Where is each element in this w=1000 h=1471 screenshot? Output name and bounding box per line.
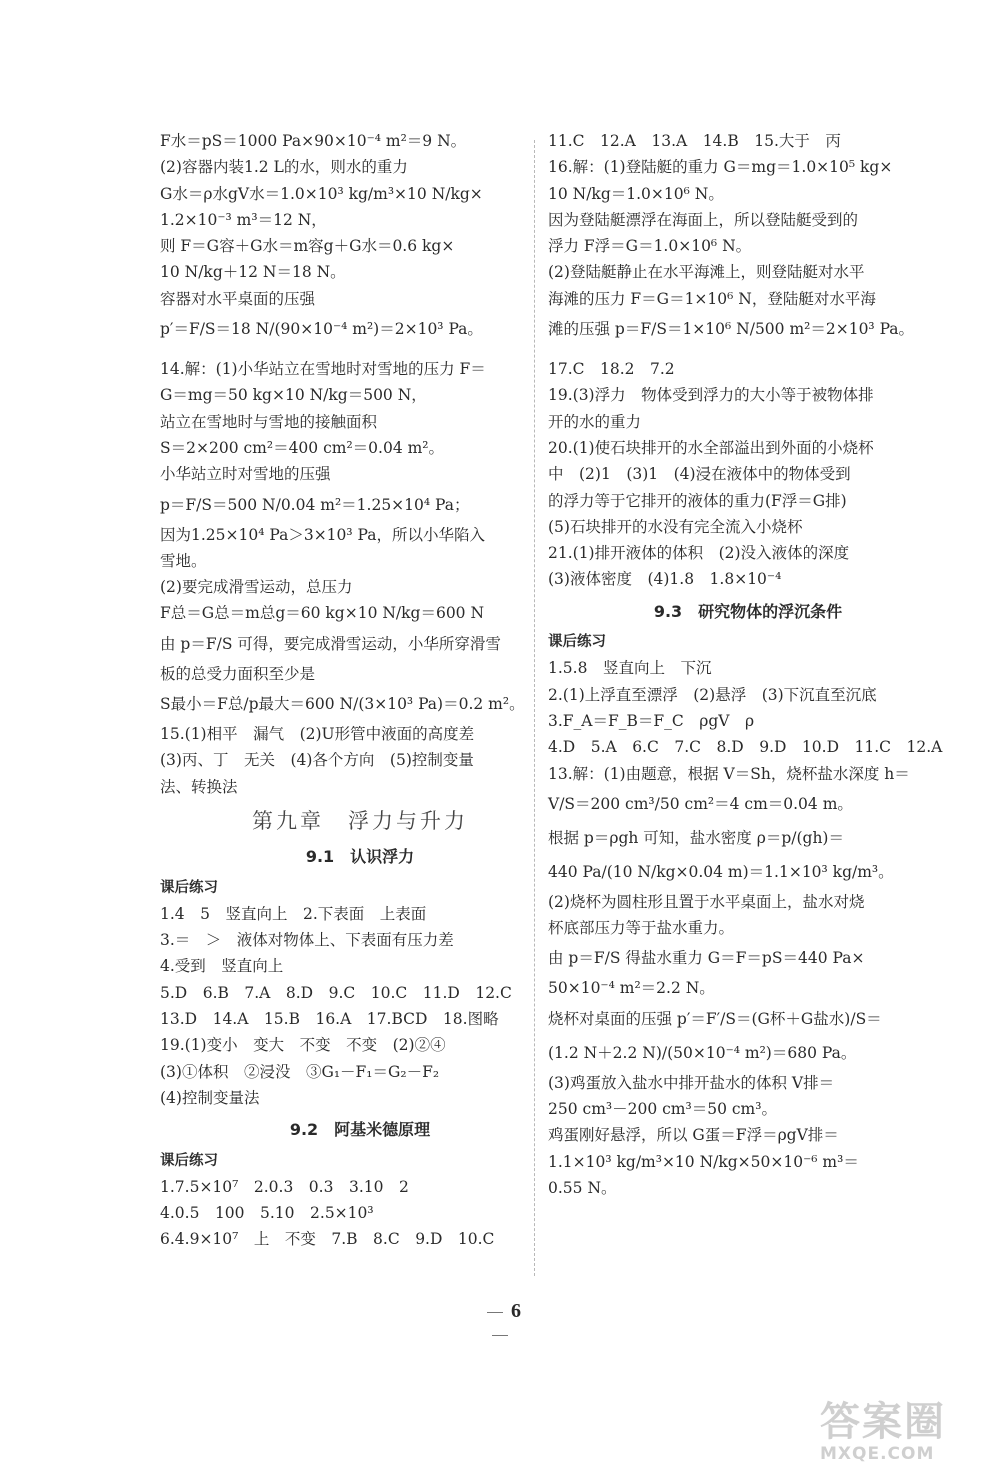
watermark [820, 1400, 990, 1462]
answer-line: (3)鸡蛋放入盐水中排开盐水的体积 V排＝ [548, 1073, 835, 1092]
subsection-title: 课后练习 [160, 1152, 218, 1169]
section-title: 9.3 研究物体的浮沉条件 [653, 601, 843, 621]
answer-line: 0.55 N。 [548, 1178, 617, 1197]
answer-line: 小华站立时对雪地的压强 [160, 465, 331, 484]
answer-line: S＝2×200 cm²＝400 cm²＝0.04 m²。 [160, 438, 445, 457]
answer-line: G＝mg＝50 kg×10 N/kg＝500 N， [160, 386, 427, 405]
answer-line: 1.1×10³ kg/m³×10 N/kg×50×10⁻⁶ m³＝ [548, 1152, 859, 1171]
formula-line: V/S＝200 cm³/50 cm²＝4 cm＝0.04 m。 [548, 794, 853, 813]
formula-line: S最小＝F总/p最大＝600 N/(3×10³ Pa)＝0.2 m²。 [160, 695, 525, 714]
answer-line: 10 N/kg＋12 N＝18 N。 [160, 263, 346, 282]
answer-line: 板的总受力面积至少是 [160, 664, 316, 683]
answer-line: 鸡蛋刚好悬浮，所以 G蛋＝F浮＝ρgV排＝ [548, 1126, 839, 1145]
answer-line: 19.(3)浮力 物体受到浮力的大小等于被物体排 [548, 386, 874, 405]
answer-line: 则 F＝G容＋G水＝m容g＋G水＝0.6 kg× [160, 237, 455, 256]
answer-line: 法、转换法 [160, 777, 238, 796]
answer-line: 杯底部压力等于盐水重力。 [548, 919, 735, 938]
answer-line: 17.C 18.2 7.2 [548, 360, 675, 379]
answer-line: 1.4 5 竖直向上 2.下表面 上表面 [160, 904, 427, 923]
answer-line: 1.7.5×10⁷ 2.0.3 0.3 3.10 2 [160, 1177, 409, 1196]
answer-line: 因为登陆艇漂浮在海面上，所以登陆艇受到的 [548, 210, 859, 229]
answer-line: 19.(1)变小 变大 不变 不变 (2)②④ [160, 1036, 446, 1055]
answer-line: 13.D 14.A 15.B 16.A 17.BCD 18.图略 [160, 1010, 499, 1029]
watermark-logo: 答案圈 [820, 1399, 946, 1445]
answer-line: 14.解：(1)小华站立在雪地时对雪地的压力 F＝ [160, 360, 486, 379]
formula-line: 由 p＝F/S 可得，要完成滑雪运动，小华所穿滑雪 [160, 634, 501, 653]
left-column [160, 128, 560, 1253]
answer-line: (2)容器内装1.2 L的水，则水的重力 [160, 158, 408, 177]
answer-line: 5.D 6.B 7.A 8.D 9.C 10.C 11.D 12.C [160, 983, 512, 1002]
column-divider [534, 140, 535, 1276]
answer-line: 3.＝ ＞ 液体对物体上、下表面有压力差 [160, 931, 454, 950]
answer-line: 雪地。 [160, 551, 207, 570]
answer-line: G水＝ρ水gV水＝1.0×10³ kg/m³×10 N/kg× [160, 184, 483, 203]
answer-line: 4.0.5 100 5.10 2.5×10³ [160, 1204, 374, 1223]
answer-line: F总＝G总＝m总g＝60 kg×10 N/kg＝600 N [160, 604, 485, 623]
answer-line: (2)烧杯为圆柱形且置于水平桌面上，盐水对烧 [548, 892, 865, 911]
formula-line: p＝F/S＝500 N/0.04 m²＝1.25×10⁴ Pa； [160, 495, 470, 514]
answer-line: 因为1.25×10⁴ Pa＞3×10³ Pa，所以小华陷入 [160, 525, 486, 544]
answer-line: 海滩的压力 F＝G＝1×10⁶ N，登陆艇对水平海 [548, 289, 876, 308]
answer-line: 容器对水平桌面的压强 [160, 289, 316, 308]
formula-line: 由 p＝F/S 得盐水重力 G＝F＝pS＝440 Pa× [548, 949, 865, 968]
answer-line: (2)要完成滑雪运动，总压力 [160, 578, 353, 597]
answer-line: 站立在雪地时与雪地的接触面积 [160, 412, 378, 431]
answer-line: 50×10⁻⁴ m²＝2.2 N。 [548, 979, 715, 998]
answer-line: (2)登陆艇静止在水平海滩上，则登陆艇对水平 [548, 263, 865, 282]
answer-line: (3)液体密度 (4)1.8 1.8×10⁻⁴ [548, 570, 782, 589]
watermark-url: MXQE.COM [820, 1444, 935, 1464]
right-column [548, 128, 948, 1201]
answer-line: 2.(1)上浮直至漂浮 (2)悬浮 (3)下沉直至沉底 [548, 685, 877, 704]
answer-line: 3.F_A＝F_B＝F_C ρgV ρ [548, 711, 755, 730]
answer-line: 6.4.9×10⁷ 上 不变 7.B 8.C 9.D 10.C [160, 1230, 495, 1249]
formula-line: 440 Pa/(10 N/kg×0.04 m)＝1.1×10³ kg/m³。 [548, 862, 894, 881]
answer-line: 21.(1)排开液体的体积 (2)没入液体的深度 [548, 544, 850, 563]
answer-line: 开的水的重力 [548, 412, 642, 431]
spacer [548, 346, 948, 356]
formula-line: p′＝F/S＝18 N/(90×10⁻⁴ m²)＝2×10³ Pa。 [160, 320, 483, 339]
answer-line: 10 N/kg＝1.0×10⁶ N。 [548, 184, 724, 203]
section-title: 9.1 认识浮力 [305, 847, 415, 867]
answer-line: 13.解：(1)由题意，根据 V＝Sh，烧杯盐水深度 h＝ [548, 764, 910, 783]
answer-line: (3)丙、丁 无关 (4)各个方向 (5)控制变量 [160, 751, 474, 770]
chapter-title: 第九章 浮力与升力 [252, 808, 468, 833]
answer-line: 4.D 5.A 6.C 7.C 8.D 9.D 10.D 11.C 12.A [548, 738, 943, 757]
subsection-title: 课后练习 [160, 879, 218, 896]
answer-line: 20.(1)使石块排开的水全部溢出到外面的小烧杯 [548, 438, 874, 457]
answer-line: 15.(1)相平 漏气 (2)U形管中液面的高度差 [160, 725, 475, 744]
answer-line: 11.C 12.A 13.A 14.B 15.大于 丙 [548, 132, 841, 150]
answer-line: 250 cm³－200 cm³＝50 cm³。 [548, 1100, 777, 1119]
spacer [160, 346, 560, 356]
answer-line: 中 (2)1 (3)1 (4)浸在液体中的物体受到 [548, 465, 851, 484]
answer-line: (3)①体积 ②浸没 ③G₁－F₁＝G₂－F₂ [160, 1062, 440, 1081]
formula-line: 滩的压强 p＝F/S＝1×10⁶ N/500 m²＝2×10³ Pa。 [548, 320, 915, 339]
answer-line: F水＝pS＝1000 Pa×90×10⁻⁴ m²＝9 N。 [160, 132, 467, 150]
page-number: 6 [470, 1300, 530, 1346]
formula-line: 根据 p＝ρgh 可知，盐水密度 ρ＝p/(gh)＝ [548, 828, 844, 847]
subsection-title: 课后练习 [548, 634, 606, 651]
answer-line: 16.解：(1)登陆艇的重力 G＝mg＝1.0×10⁵ kg× [548, 158, 893, 177]
answer-line: 1.2×10⁻³ m³＝12 N， [160, 210, 327, 229]
answer-line: 的浮力等于它排开的液体的重力(F浮＝G排) [548, 491, 847, 510]
answer-line: 1.5.8 竖直向上 下沉 [548, 659, 712, 678]
formula-line: 烧杯对桌面的压强 p′＝F′/S＝(G杯＋G盐水)/S＝ [548, 1009, 882, 1028]
answer-line: 浮力 F浮＝G＝1.0×10⁶ N。 [548, 237, 752, 256]
section-title: 9.2 阿基米德原理 [289, 1120, 431, 1140]
answer-line: (5)石块排开的水没有完全流入小烧杯 [548, 517, 803, 536]
answer-line: (4)控制变量法 [160, 1088, 260, 1107]
answer-line: 4.受到 竖直向上 [160, 957, 284, 976]
formula-line: (1.2 N＋2.2 N)/(50×10⁻⁴ m²)＝680 Pa。 [548, 1043, 857, 1062]
